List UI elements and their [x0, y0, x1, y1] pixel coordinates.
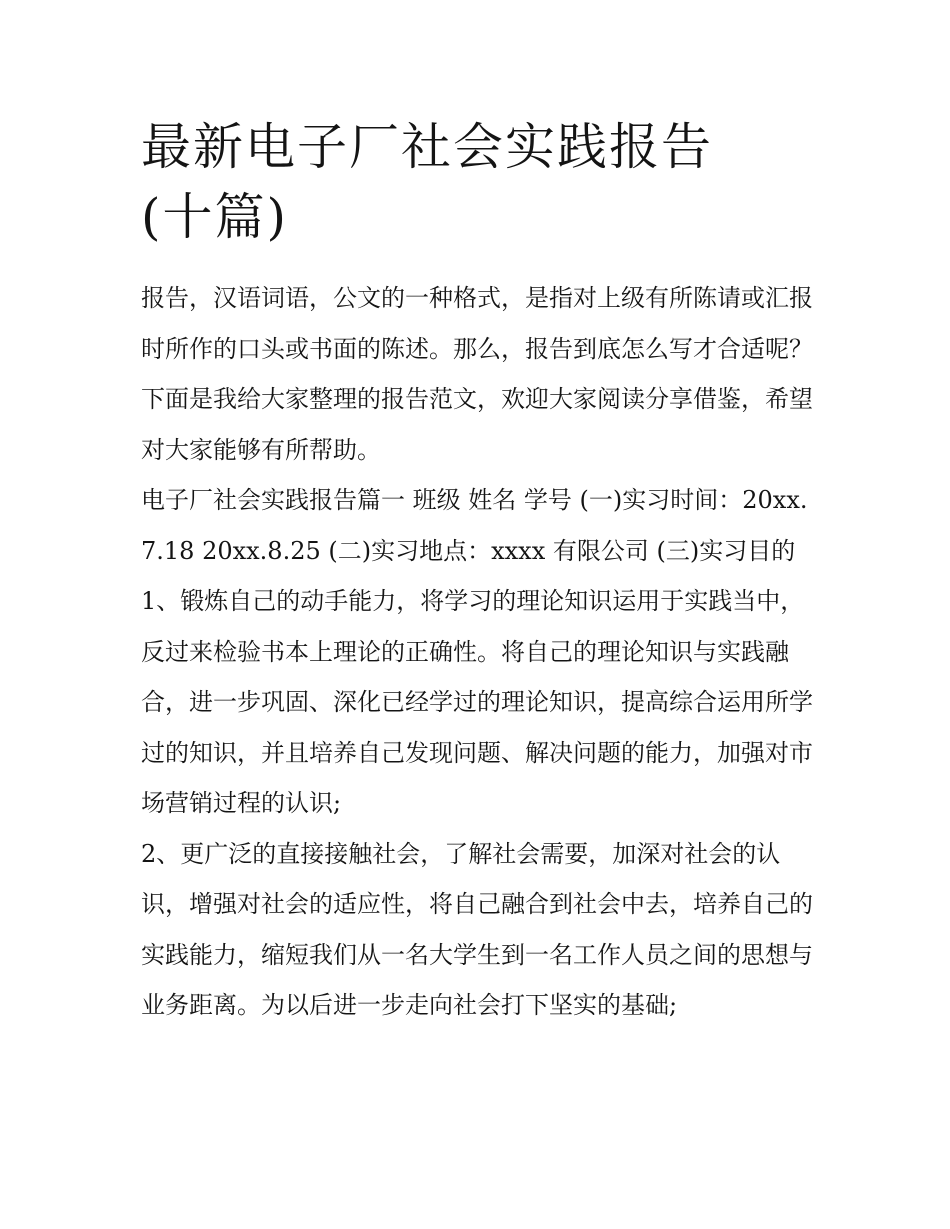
purpose-item-2: 2、更广泛的直接接触社会，了解社会需要，加深对社会的认识，增强对社会的适应性，将自己融合到社会中去，培养自己的实践能力，缩短我们从一名大学生到一名工作人员之间的思想与业务距离。为以后进一步走向社会打下坚实的基础; [141, 839, 813, 1019]
intro-paragraph: 报告，汉语词语，公文的一种格式，是指对上级有所陈请或汇报时所作的口头或书面的陈述。那么，报告到底怎么写才合适呢？下面是我给大家整理的报告范文，欢迎大家阅读分享借鉴，希望对大家能够有所帮助。 [141, 284, 813, 464]
report-info-paragraph: 电子厂社会实践报告篇一 班级 姓名 学号 (一)实习时间：20xx.7.18 20xx.8.25 (二)实习地点：xxxx 有限公司 (三)实习目的 [141, 486, 808, 565]
document-body [141, 112, 813, 1031]
purpose-item-1: 1、锻炼自己的动手能力，将学习的理论知识运用于实践当中，反过来检验书本上理论的正确性。将自己的理论知识与实践融合，进一步巩固、深化已经学过的理论知识，提高综合运用所学过的知识，并且培养自己发现问题、解决问题的能力，加强对市场营销过程的认识; [141, 587, 813, 817]
document-title: 最新电子厂社会实践报告(十篇) [141, 118, 713, 246]
